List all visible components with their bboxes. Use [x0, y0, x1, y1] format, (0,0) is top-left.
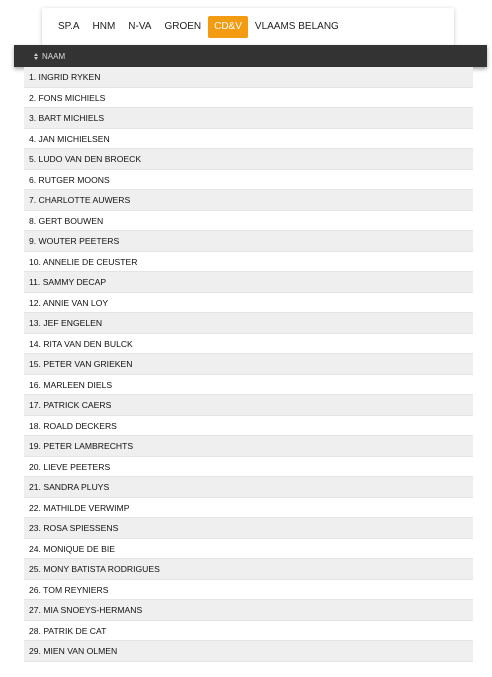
table-row[interactable]: 17. PATRICK CAERS	[24, 395, 473, 416]
table-row[interactable]: 6. RUTGER MOONS	[24, 170, 473, 191]
name-column-header[interactable]	[14, 45, 487, 67]
table-row[interactable]: 28. PATRIK DE CAT	[24, 621, 473, 642]
table-row[interactable]: 3. BART MICHIELS	[24, 108, 473, 129]
tab-groen[interactable]: GROEN	[164, 20, 202, 32]
table-row[interactable]: 18. ROALD DECKERS	[24, 416, 473, 437]
table-row[interactable]: 10. ANNELIE DE CEUSTER	[24, 252, 473, 273]
table-row[interactable]: 27. MIA SNOEYS-HERMANS	[24, 600, 473, 621]
table-row[interactable]: 21. SANDRA PLUYS	[24, 477, 473, 498]
tab-sp-a[interactable]: SP.A	[58, 20, 80, 32]
table-row[interactable]: 16. MARLEEN DIELS	[24, 375, 473, 396]
tab-hnm[interactable]: HNM	[92, 20, 116, 32]
table-row[interactable]: 24. MONIQUE DE BIE	[24, 539, 473, 560]
name-column-label: NAAM	[42, 51, 66, 61]
table-row[interactable]: 7. CHARLOTTE AUWERS	[24, 190, 473, 211]
table-row[interactable]: 4. JAN MICHIELSEN	[24, 129, 473, 150]
table-row[interactable]: 1. INGRID RYKEN	[24, 67, 473, 88]
table-row[interactable]: 8. GERT BOUWEN	[24, 211, 473, 232]
table-row[interactable]: 12. ANNIE VAN LOY	[24, 293, 473, 314]
table-row[interactable]: 13. JEF ENGELEN	[24, 313, 473, 334]
table-row[interactable]: 14. RITA VAN DEN BULCK	[24, 334, 473, 355]
tab-n-va[interactable]: N-VA	[128, 20, 152, 32]
candidate-list	[24, 67, 473, 662]
table-row[interactable]: 5. LUDO VAN DEN BROECK	[24, 149, 473, 170]
table-row[interactable]: 25. MONY BATISTA RODRIGUES	[24, 559, 473, 580]
sort-up-down-icon	[34, 53, 38, 60]
table-row[interactable]: 22. MATHILDE VERWIMP	[24, 498, 473, 519]
table-row[interactable]: 2. FONS MICHIELS	[24, 88, 473, 109]
table-row[interactable]: 19. PETER LAMBRECHTS	[24, 436, 473, 457]
table-row[interactable]: 26. TOM REYNIERS	[24, 580, 473, 601]
table-row[interactable]: 23. ROSA SPIESSENS	[24, 518, 473, 539]
tab-cd-v[interactable]: CD&V	[208, 16, 248, 38]
table-row[interactable]: 9. WOUTER PEETERS	[24, 231, 473, 252]
party-tab-bar	[42, 8, 454, 45]
table-row[interactable]: 20. LIEVE PEETERS	[24, 457, 473, 478]
tab-vlaams-belang[interactable]: VLAAMS BELANG	[254, 20, 339, 32]
table-row[interactable]: 11. SAMMY DECAP	[24, 272, 473, 293]
table-row[interactable]: 29. MIEN VAN OLMEN	[24, 641, 473, 662]
table-row[interactable]: 15. PETER VAN GRIEKEN	[24, 354, 473, 375]
